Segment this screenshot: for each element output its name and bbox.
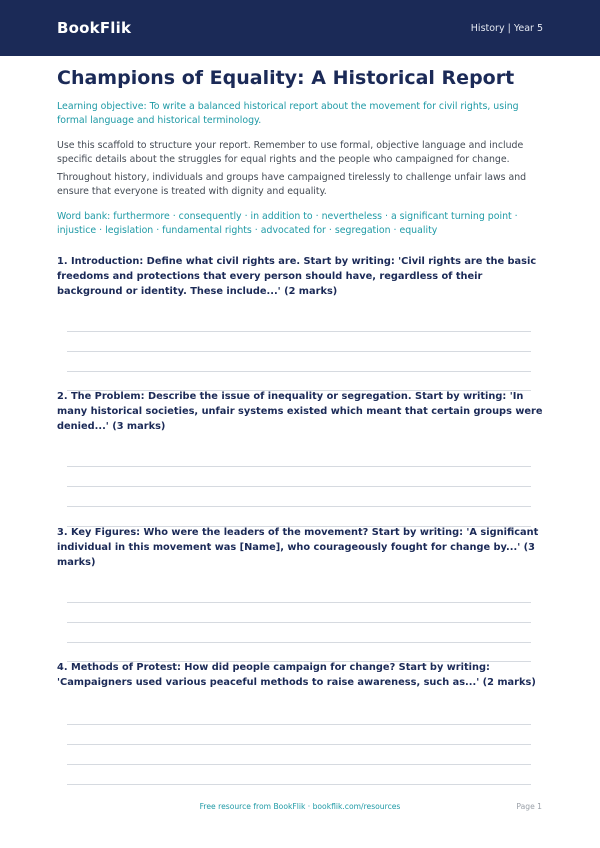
answer-line[interactable] bbox=[67, 466, 531, 467]
word-bank: Word bank: furthermore · consequently · in addition to · nevertheless · a significant turning point · injustice · legislation · fundamental rights · advocated for · segregation · equality bbox=[57, 211, 518, 236]
page-number: Page 1 bbox=[516, 802, 542, 811]
question-4: 4. Methods of Protest: How did people campaign for change? Start by writing: 'Campaigners used various peaceful methods to raise awareness, such as...' (2 marks) bbox=[57, 662, 536, 688]
footer-resource-link[interactable]: Free resource from BookFlik · bookflik.com/resources bbox=[199, 802, 401, 811]
question-3: 3. Key Figures: Who were the leaders of the movement? Start by writing: 'A significant individual in this movement was [Name], who courageously fought for change by...' (3 marks) bbox=[57, 527, 539, 568]
learning-objective: Learning objective: To write a balanced historical report about the movement for civil rights, using formal language and historical terminology. bbox=[57, 101, 519, 126]
answer-line[interactable] bbox=[67, 506, 531, 507]
answer-line[interactable] bbox=[67, 724, 531, 725]
brand-logo-text[interactable]: BookFlik bbox=[57, 19, 132, 37]
instructions-paragraph: Use this scaffold to structure your report. Remember to use formal, objective language and include specific details about the struggles for equal rights and the people who campaigned for change. bbox=[57, 140, 524, 165]
answer-line[interactable] bbox=[67, 642, 531, 643]
header-bar bbox=[0, 0, 600, 56]
page-title: Champions of Equality: A Historical Report bbox=[57, 67, 515, 89]
question-1: 1. Introduction: Define what civil rights are. Start by writing: 'Civil rights are the basic freedoms and protections that every person should have, regardless of their background or identity. These include...' (2 marks) bbox=[57, 256, 537, 297]
subject-year-label: History | Year 5 bbox=[470, 22, 543, 34]
answer-line[interactable] bbox=[67, 764, 531, 765]
answer-line[interactable] bbox=[67, 744, 531, 745]
answer-line[interactable] bbox=[67, 602, 531, 603]
answer-line[interactable] bbox=[67, 371, 531, 372]
answer-line[interactable] bbox=[67, 331, 531, 332]
answer-line[interactable] bbox=[67, 622, 531, 623]
question-2: 2. The Problem: Describe the issue of inequality or segregation. Start by writing: 'In many historical societies, unfair systems existed which meant that certain groups were denied...' (3 marks) bbox=[57, 391, 543, 432]
context-paragraph: Throughout history, individuals and groups have campaigned tirelessly to challenge unfair laws and ensure that everyone is treated with dignity and equality. bbox=[57, 172, 527, 197]
answer-line[interactable] bbox=[67, 784, 531, 785]
answer-line[interactable] bbox=[67, 351, 531, 352]
answer-line[interactable] bbox=[67, 486, 531, 487]
